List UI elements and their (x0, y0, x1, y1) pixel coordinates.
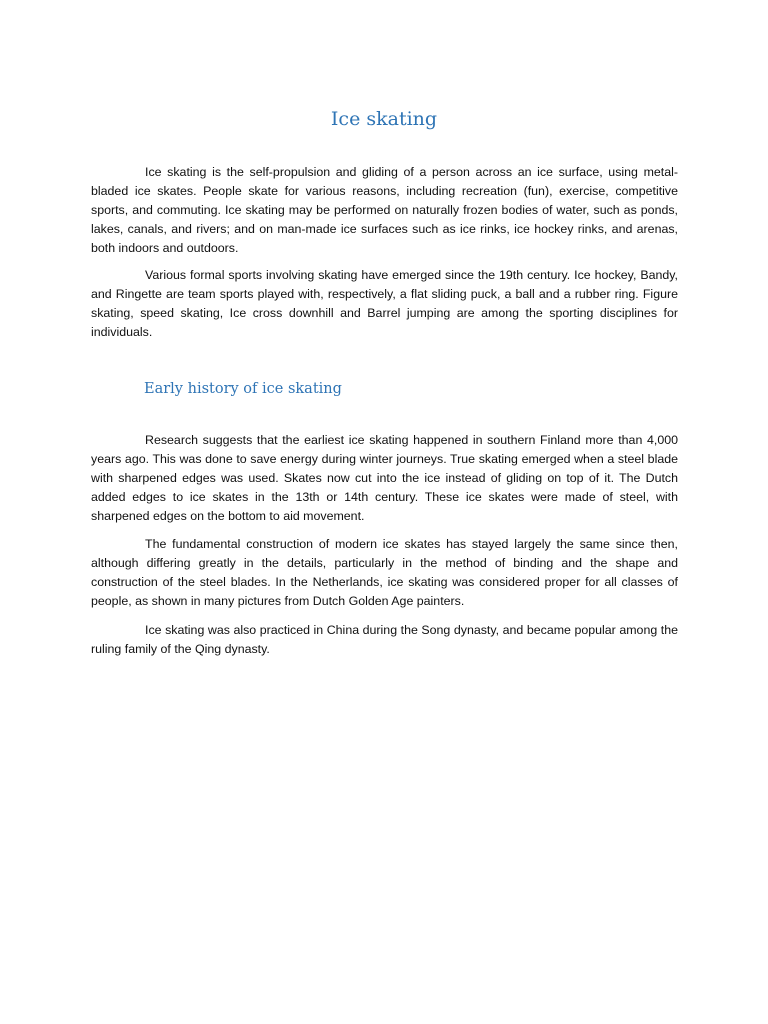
history-paragraph-1: Research suggests that the earliest ice skating happened in southern Finland more than 4,000 years ago. This was done to save energy during winter journeys. True skating emerged when a steel blade with sharpened edges was used. Skates now cut into the ice instead of gliding on top of it. The Dutch added edges to ice skates in the 13th or 14th century. These ice skates were made of steel, with sharpened edges on the bottom to aid movement. (91, 433, 678, 523)
section-heading: Early history of ice skating (144, 381, 342, 397)
intro-paragraph-1: Ice skating is the self-propulsion and gliding of a person across an ice surface, using metal-bladed ice skates. People skate for various reasons, including recreation (fun), exercise, competitive sports, and commuting. Ice skating may be performed on naturally frozen bodies of water, such as ponds, lakes, canals, and rivers; and on man-made ice surfaces such as ice rinks, ice hockey rinks, and arenas, both indoors and outdoors. (91, 165, 678, 255)
intro-paragraph-2: Various formal sports involving skating have emerged since the 19th century. Ice hockey, Bandy, and Ringette are team sports played with, respectively, a flat sliding puck, a ball and a rubber ring. Figure skating, speed skating, Ice cross downhill and Barrel jumping are among the sporting disciplines for individuals. (91, 268, 678, 339)
history-paragraph-3: Ice skating was also practiced in China during the Song dynasty, and became popular among the ruling family of the Qing dynasty. (91, 623, 678, 656)
document-title: Ice skating (330, 108, 438, 130)
history-paragraph-2: The fundamental construction of modern ice skates has stayed largely the same since then, although differing greatly in the details, particularly in the method of binding and the shape and construction of the steel blades. In the Netherlands, ice skating was considered proper for all classes of people, as shown in many pictures from Dutch Golden Age painters. (91, 537, 678, 608)
